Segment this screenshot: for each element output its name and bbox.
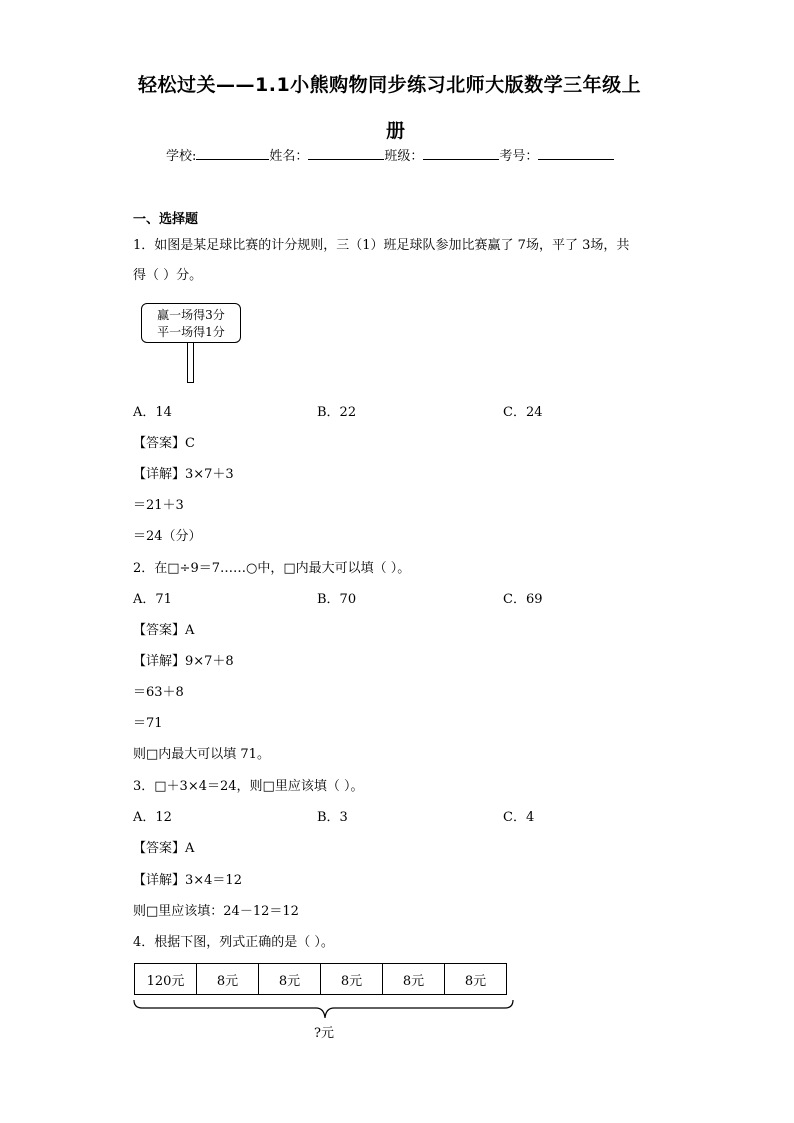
q1-detail-line: ＝24（分） bbox=[133, 529, 202, 544]
q2-detail-line: ＝71 bbox=[133, 716, 163, 731]
q1-option-a[interactable]: A．14 bbox=[133, 405, 172, 420]
id-blank[interactable] bbox=[538, 146, 614, 160]
q3-option-b[interactable]: B．3 bbox=[317, 810, 348, 825]
sign-line2: 平一场得1分 bbox=[157, 325, 225, 339]
q2-detail-line: ＝63＋8 bbox=[133, 685, 184, 700]
total-brace bbox=[130, 998, 520, 1022]
q1-option-b[interactable]: B．22 bbox=[317, 405, 357, 420]
q1-detail-line: ＝21＋3 bbox=[133, 498, 184, 513]
q3-option-c[interactable]: C．4 bbox=[503, 810, 535, 825]
bar-cell: 8元 bbox=[259, 964, 321, 995]
q2-option-c[interactable]: C．69 bbox=[503, 592, 543, 607]
q1-detail-line: 【详解】3×7＋3 bbox=[133, 467, 234, 482]
q2-option-a[interactable]: A．71 bbox=[133, 592, 172, 607]
q2-detail-line: 则□内最大可以填 71。 bbox=[133, 747, 270, 762]
school-label: 学校: bbox=[166, 149, 197, 164]
total-label: ?元 bbox=[314, 1026, 334, 1041]
q3-detail-line: 则□里应该填：24－12＝12 bbox=[133, 904, 299, 919]
sign-pole bbox=[187, 343, 194, 383]
q1-answer: 【答案】C bbox=[133, 436, 195, 451]
student-info-row bbox=[166, 145, 614, 164]
name-blank[interactable] bbox=[308, 146, 384, 160]
q3-answer: 【答案】A bbox=[133, 841, 195, 856]
q1-option-c[interactable]: C．24 bbox=[503, 405, 543, 420]
q3-stem: 3．□＋3×4＝24，则□里应该填（ ）。 bbox=[133, 779, 364, 794]
sign-line1: 赢一场得3分 bbox=[157, 308, 225, 322]
name-label: 姓名： bbox=[269, 149, 309, 164]
bar-cell: 120元 bbox=[135, 964, 197, 995]
q4-stem: 4．根据下图，列式正确的是（ ）。 bbox=[133, 935, 334, 950]
q2-answer: 【答案】A bbox=[133, 623, 195, 638]
bar-cell: 8元 bbox=[445, 964, 507, 995]
q2-detail-line: 【详解】9×7＋8 bbox=[133, 654, 234, 669]
q3-option-a[interactable]: A．12 bbox=[133, 810, 172, 825]
bar-cell: 8元 bbox=[383, 964, 445, 995]
page-title-line2: 册 bbox=[386, 120, 406, 142]
class-label: 班级： bbox=[384, 149, 424, 164]
bar-cell: 8元 bbox=[197, 964, 259, 995]
school-blank[interactable] bbox=[196, 146, 269, 160]
bar-cell: 8元 bbox=[321, 964, 383, 995]
scoring-sign bbox=[141, 303, 241, 343]
q1-stem-line2: 得（ ）分。 bbox=[133, 268, 203, 283]
price-bar-diagram bbox=[134, 963, 507, 995]
q1-stem-line1: 1．如图是某足球比赛的计分规则，三（1）班足球队参加比赛赢了 7场，平了 3场，共 bbox=[133, 238, 630, 253]
id-label: 考号： bbox=[499, 149, 539, 164]
q3-detail-line: 【详解】3×4＝12 bbox=[133, 873, 242, 888]
q2-stem: 2．在□÷9＝7……○中，□内最大可以填（ ）。 bbox=[133, 561, 411, 576]
page-title-line1: 轻松过关——1.1小熊购物同步练习北师大版数学三年级上 bbox=[138, 74, 642, 96]
section-heading: 一、选择题 bbox=[133, 212, 199, 227]
class-blank[interactable] bbox=[423, 146, 499, 160]
q2-option-b[interactable]: B．70 bbox=[317, 592, 357, 607]
